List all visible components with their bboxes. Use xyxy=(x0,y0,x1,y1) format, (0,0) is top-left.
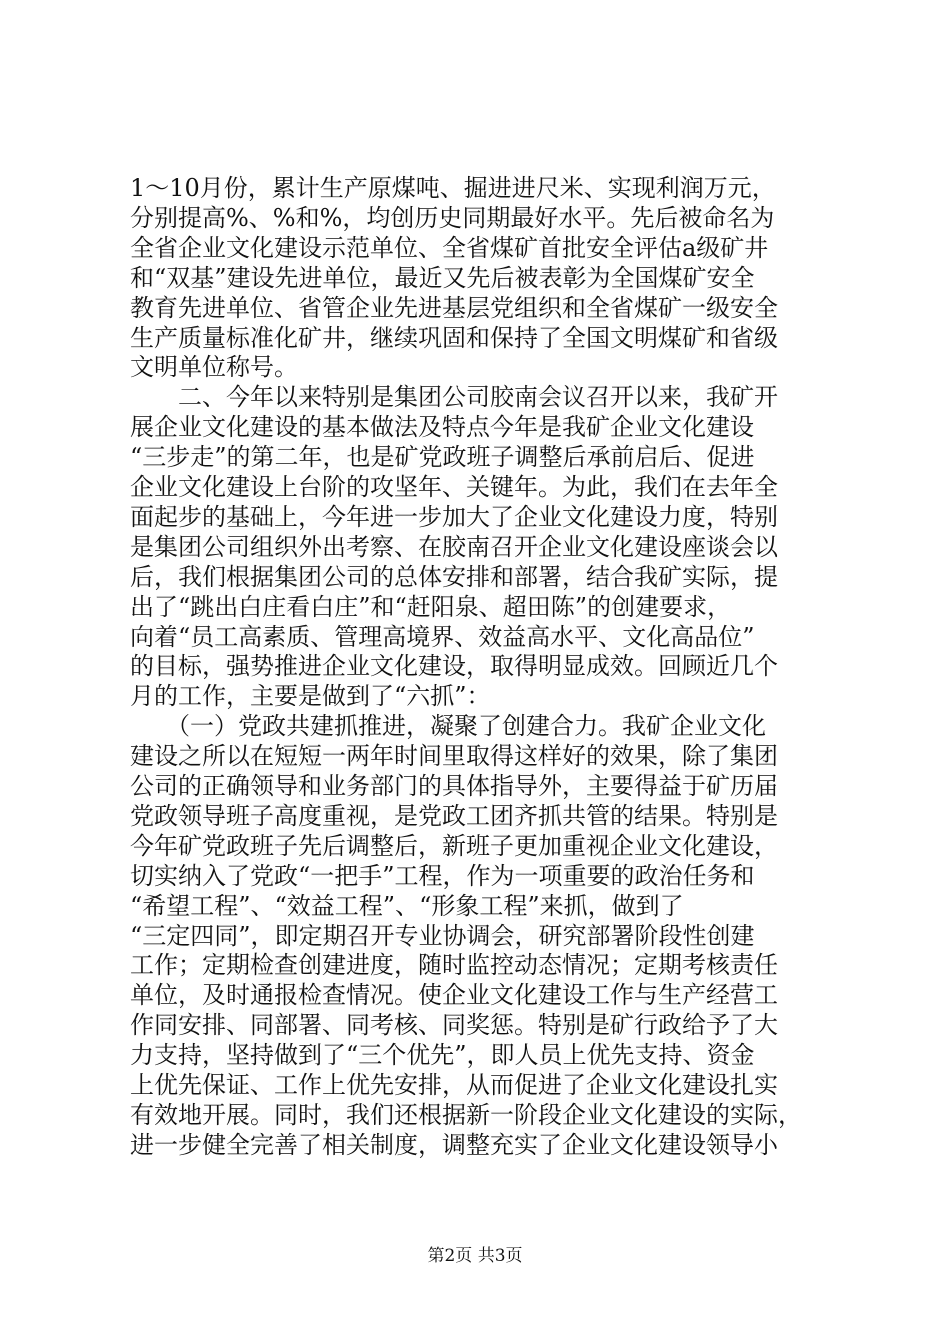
text-line: 单位，及时通报检查情况。使企业文化建设工作与生产经营工 xyxy=(130,981,778,1010)
text-line: 作同安排、同部署、同考核、同奖惩。特别是矿行政给予了大 xyxy=(130,1011,778,1040)
text-line: （一）党政共建抓推进，凝聚了创建合力。我矿企业文化 xyxy=(130,712,766,741)
text-line: 教育先进单位、省管企业先进基层党组织和全省煤矿一级安全 xyxy=(130,293,778,322)
text-line: 力支持，坚持做到了“三个优先”，即人员上优先支持、资金 xyxy=(130,1041,755,1070)
text-line: 二、今年以来特别是集团公司胶南会议召开以来，我矿开 xyxy=(130,383,778,412)
text-line: 面起步的基础上，今年进一步加大了企业文化建设力度，特别 xyxy=(130,502,778,531)
text-line: 后，我们根据集团公司的总体安排和部署，结合我矿实际，提 xyxy=(130,562,778,591)
text-line: 进一步健全完善了相关制度，调整充实了企业文化建设领导小 xyxy=(130,1130,778,1159)
text-line: 展企业文化建设的基本做法及特点今年是我矿企业文化建设 xyxy=(130,413,754,442)
text-line: 的目标，强势推进企业文化建设，取得明显成效。回顾近几个 xyxy=(130,652,778,681)
text-line: 向着“员工高素质、管理高境界、效益高水平、文化高品位” xyxy=(130,622,755,651)
text-line: 今年矿党政班子先后调整后，新班子更加重视企业文化建设， xyxy=(130,831,778,860)
text-line: 生产质量标准化矿井，继续巩固和保持了全国文明煤矿和省级 xyxy=(130,323,778,352)
text-line: 全省企业文化建设示范单位、全省煤矿首批安全评估a级矿井 xyxy=(130,233,769,262)
text-line: “三定四同”，即定期召开专业协调会，研究部署阶段性创建 xyxy=(130,921,755,950)
text-line: 公司的正确领导和业务部门的具体指导外，主要得益于矿历届 xyxy=(130,772,778,800)
text-line: 有效地开展。同时，我们还根据新一阶段企业文化建设的实际， xyxy=(130,1100,802,1129)
text-line: 工作；定期检查创建进度，随时监控动态情况；定期考核责任 xyxy=(130,951,778,980)
text-line: 是集团公司组织外出考察、在胶南召开企业文化建设座谈会以 xyxy=(130,532,778,561)
text-line: 上优先保证、工作上优先安排，从而促进了企业文化建设扎实 xyxy=(130,1071,778,1099)
text-line: 切实纳入了党政“一把手”工程，作为一项重要的政治任务和 xyxy=(130,861,755,890)
text-line: 党政领导班子高度重视，是党政工团齐抓共管的结果。特别是 xyxy=(130,801,778,830)
text-line: 分别提高%、%和%，均创历史同期最好水平。先后被命名为 xyxy=(130,203,775,232)
text-line: 月的工作，主要是做到了“六抓”： xyxy=(130,682,491,711)
text-line: 文明单位称号。 xyxy=(130,353,298,382)
text-line: “希望工程”、“效益工程”、“形象工程”来抓，做到了 xyxy=(130,891,684,920)
text-line: 和“双基”建设先进单位，最近又先后被表彰为全国煤矿安全 xyxy=(130,263,755,292)
text-line: 企业文化建设上台阶的攻坚年、关键年。为此，我们在去年全 xyxy=(130,473,778,501)
text-line: 建设之所以在短短一两年时间里取得这样好的效果，除了集团 xyxy=(130,742,778,771)
text-line: 1～10月份，累计生产原煤吨、掘进进尺米、实现利润万元， xyxy=(130,174,776,202)
text-line: “三步走”的第二年，也是矿党政班子调整后承前启后、促进 xyxy=(130,443,755,472)
page-number: 第2页 共3页 xyxy=(427,1246,523,1266)
text-line: 出了“跳出白庄看白庄”和“赶阳泉、超田陈”的创建要求， xyxy=(130,592,732,621)
